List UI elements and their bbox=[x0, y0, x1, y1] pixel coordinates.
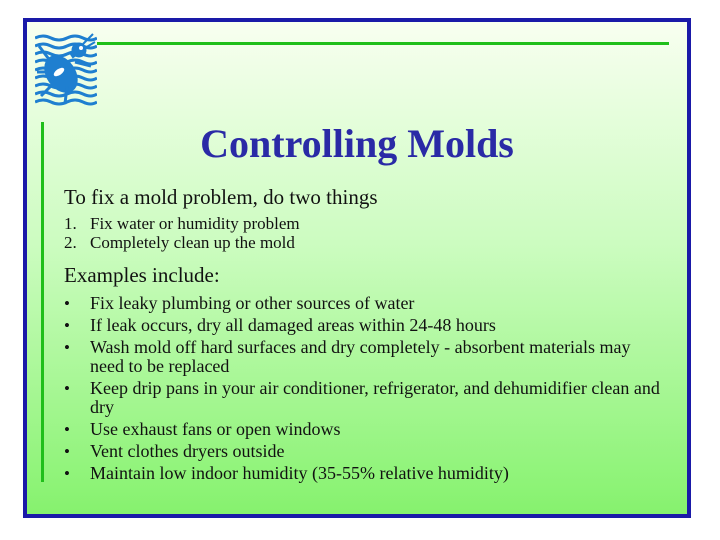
side-accent-rule bbox=[41, 122, 44, 482]
list-item bbox=[64, 294, 664, 313]
bullet-text: Fix leaky plumbing or other sources of water bbox=[90, 293, 415, 313]
bullet-icon: • bbox=[64, 338, 70, 357]
step-text: Fix water or humidity problem bbox=[90, 214, 300, 233]
slide-frame bbox=[23, 18, 691, 518]
list-item bbox=[64, 420, 664, 439]
bullet-text: Vent clothes dryers outside bbox=[90, 441, 285, 461]
bullet-icon: • bbox=[64, 420, 70, 439]
bullet-text: Wash mold off hard surfaces and dry completely - absorbent materials may need to be replaced bbox=[90, 337, 631, 376]
bullet-icon: • bbox=[64, 379, 70, 398]
bullet-text: Maintain low indoor humidity (35-55% relative humidity) bbox=[90, 463, 509, 483]
bullet-icon: • bbox=[64, 294, 70, 313]
list-item bbox=[64, 214, 664, 233]
examples-list bbox=[64, 294, 664, 483]
bullet-icon: • bbox=[64, 442, 70, 461]
insect-logo-icon bbox=[35, 32, 97, 108]
steps-list bbox=[64, 214, 664, 252]
top-accent-rule bbox=[97, 42, 669, 45]
step-number: 2. bbox=[64, 233, 77, 252]
bullet-text: If leak occurs, dry all damaged areas within 24-48 hours bbox=[90, 315, 496, 335]
bullet-icon: • bbox=[64, 316, 70, 335]
intro-text: To fix a mold problem, do two things bbox=[64, 185, 378, 209]
list-item bbox=[64, 379, 664, 417]
bullet-icon: • bbox=[64, 464, 70, 483]
list-item bbox=[64, 316, 664, 335]
slide-body bbox=[64, 184, 664, 483]
slide-title: Controlling Molds bbox=[200, 121, 514, 166]
list-item bbox=[64, 338, 664, 376]
list-item bbox=[64, 233, 664, 252]
bullet-text: Use exhaust fans or open windows bbox=[90, 419, 341, 439]
list-item bbox=[64, 464, 664, 483]
list-item bbox=[64, 442, 664, 461]
step-number: 1. bbox=[64, 214, 77, 233]
step-text: Completely clean up the mold bbox=[90, 233, 295, 252]
examples-intro: Examples include: bbox=[64, 263, 220, 287]
bullet-text: Keep drip pans in your air conditioner, refrigerator, and dehumidifier clean and dry bbox=[90, 378, 660, 417]
